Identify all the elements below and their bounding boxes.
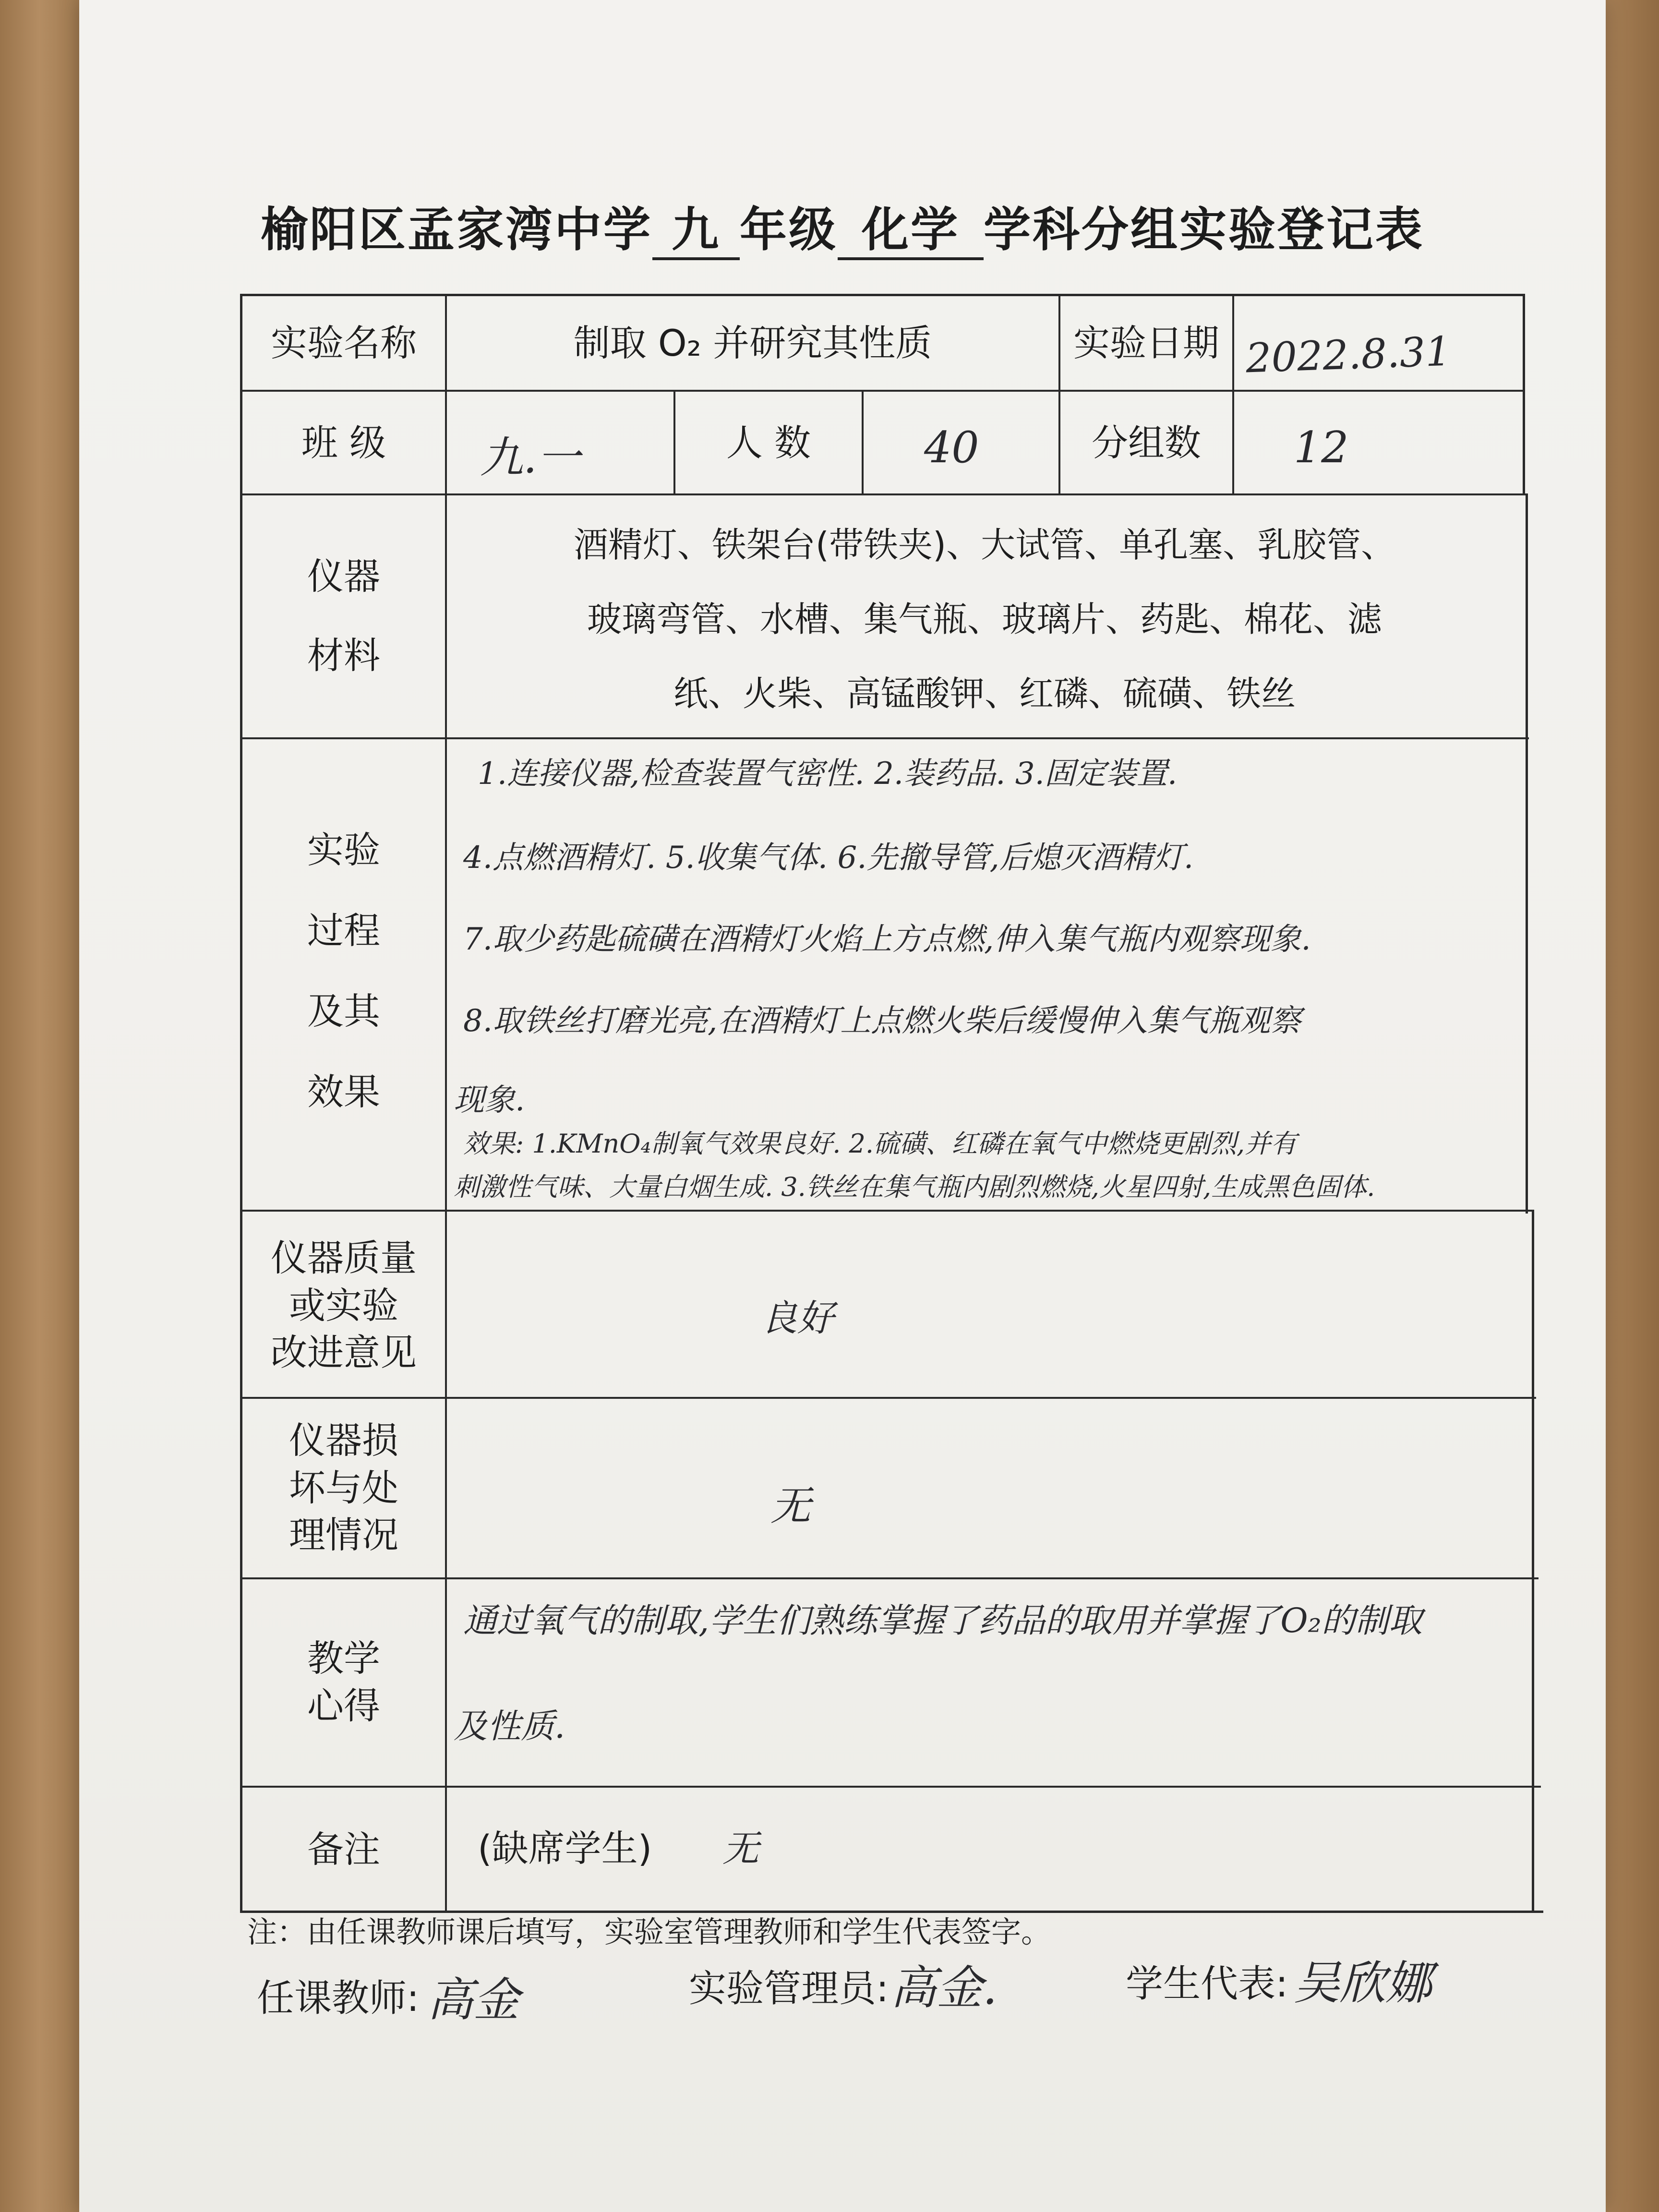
teaching-notes-line: 及性质. xyxy=(454,1707,565,1746)
label-process-3: 及其 xyxy=(307,989,380,1033)
title-subject: 化学 xyxy=(838,203,984,260)
value-remarks-hand: 无 xyxy=(722,1827,759,1870)
row-divider xyxy=(240,493,1527,495)
label-quality-line: 或实验 xyxy=(289,1284,398,1327)
column-divider xyxy=(862,390,864,495)
title-grade-suffix: 年级 xyxy=(739,203,838,257)
table-border-right xyxy=(1526,493,1528,1214)
label-teaching-line: 心得 xyxy=(307,1684,380,1727)
equipment-list-line-3: 纸、火柴、高锰酸钾、红磷、硫磺、铁丝 xyxy=(673,673,1296,714)
value-experiment-date: 2022.8.31 xyxy=(1245,327,1452,382)
process-step-line: 现象. xyxy=(454,1082,525,1118)
label-experiment-name: 实验名称 xyxy=(271,322,417,364)
row-divider xyxy=(240,1577,1539,1579)
label-damage-line: 坏与处 xyxy=(289,1466,398,1509)
table-border-right xyxy=(1532,1210,1534,1913)
value-group-count: 12 xyxy=(1294,422,1349,473)
footer-note: 注：由任课教师课后填写，实验室管理教师和学生代表签字。 xyxy=(247,1914,1051,1949)
label-damage-line: 仪器损 xyxy=(289,1419,398,1462)
effect-line: 刺激性气味、大量白烟生成. 3.铁丝在集气瓶内剧烈燃烧,火星四射,生成黑色固体. xyxy=(454,1172,1375,1202)
label-class: 班 级 xyxy=(301,421,386,464)
label-quality-line: 改进意见 xyxy=(271,1331,417,1374)
label-quality xyxy=(242,1219,445,1392)
manager-signature: 高金. xyxy=(890,1961,998,2015)
value-remarks-printed: (缺席学生) xyxy=(478,1827,652,1870)
teacher-signature: 高金 xyxy=(427,1973,519,2027)
table-border-right xyxy=(1523,294,1525,495)
label-process-1: 实验 xyxy=(307,828,380,871)
wood-background-right xyxy=(1606,0,1659,2212)
label-quality-line: 仪器质量 xyxy=(271,1236,417,1279)
student-signature-label: 学生代表: xyxy=(1126,1962,1288,2006)
student-signature: 吴欣娜 xyxy=(1294,1956,1432,2010)
value-class: 九.一 xyxy=(480,433,580,483)
value-quality: 良好 xyxy=(761,1297,834,1339)
label-damage xyxy=(242,1404,445,1572)
column-divider xyxy=(1232,294,1234,495)
teaching-notes-line: 通过氧气的制取,学生们熟练掌握了药品的取用并掌握了O₂的制取 xyxy=(463,1601,1422,1640)
process-step-line: 1.连接仪器,检查装置气密性. 2.装药品. 3.固定装置. xyxy=(478,756,1178,792)
label-process-2: 过程 xyxy=(307,909,380,952)
label-damage-line: 理情况 xyxy=(289,1514,398,1557)
label-experiment-date: 实验日期 xyxy=(1073,322,1219,364)
effect-line: 效果: 1.KMnO₄制氧气效果良好. 2.硫磺、红磷在氧气中燃烧更剧烈,并有 xyxy=(463,1129,1297,1159)
value-people-count: 40 xyxy=(924,422,979,473)
label-teaching xyxy=(242,1584,445,1781)
title-school: 榆阳区孟家湾中学 xyxy=(260,203,652,257)
wood-background-left xyxy=(0,0,79,2212)
value-experiment-name: 制取 O₂ 并研究其性质 xyxy=(573,322,932,364)
label-process-4: 效果 xyxy=(307,1070,380,1113)
label-remarks: 备注 xyxy=(307,1828,380,1871)
label-teaching-line: 教学 xyxy=(307,1637,380,1680)
process-step-line: 4.点燃酒精灯. 5.收集气体. 6.先撤导管,后熄灭酒精灯. xyxy=(463,840,1194,876)
teacher-signature-label: 任课教师: xyxy=(257,1977,420,2020)
title-grade: 九 xyxy=(652,203,740,260)
row-divider xyxy=(240,1210,1534,1212)
equipment-list-line-2: 玻璃弯管、水槽、集气瓶、玻璃片、药匙、棉花、滤 xyxy=(587,599,1382,639)
label-equipment-2: 材料 xyxy=(307,634,380,677)
process-step-line: 7.取少药匙硫磺在酒精灯火焰上方点燃,伸入集气瓶内观察现象. xyxy=(463,922,1311,957)
title-suffix: 学科分组实验登记表 xyxy=(984,203,1425,257)
value-damage: 无 xyxy=(770,1482,811,1529)
label-group-count: 分组数 xyxy=(1092,421,1201,464)
label-equipment-1: 仪器 xyxy=(307,554,380,598)
label-people-count: 人 数 xyxy=(726,421,811,464)
row-divider xyxy=(240,1786,1541,1788)
equipment-list-line-1: 酒精灯、铁架台(带铁夹)、大试管、单孔塞、乳胶管、 xyxy=(573,525,1396,565)
manager-signature-label: 实验管理员: xyxy=(689,1967,889,2010)
row-divider xyxy=(240,737,1529,739)
row-divider xyxy=(240,1397,1536,1399)
process-step-line: 8.取铁丝打磨光亮,在酒精灯上点燃火柴后缓慢伸入集气瓶观察 xyxy=(463,1003,1301,1039)
form-title xyxy=(79,192,1606,260)
registration-form-sheet xyxy=(79,0,1606,2212)
